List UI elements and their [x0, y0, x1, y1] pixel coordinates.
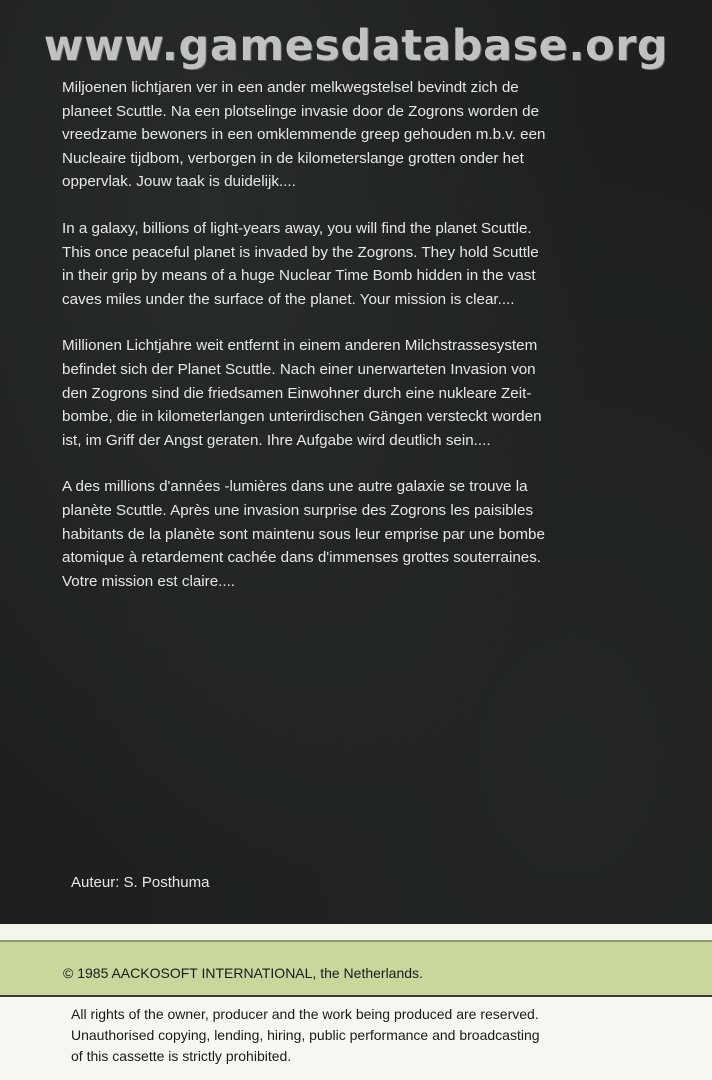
text-line: atomique à retardement cachée dans d'immenses grottes souterraines.: [62, 549, 542, 567]
text-line: This once peaceful planet is invaded by the Zogrons. They hold Scuttle: [62, 243, 539, 261]
rights-line: Unauthorised copying, lending, hiring, public performance and broadcasting: [71, 1027, 540, 1043]
text-line: caves miles under the surface of the planet. Your mission is clear....: [62, 290, 515, 308]
text-line: A des millions d'années -lumières dans une autre galaxie se trouve la: [62, 478, 528, 496]
watermark-text: www.gamesdatabase.org: [43, 21, 669, 71]
copyright-notice: © 1985 AACKOSOFT INTERNATIONAL, the Netherlands.: [63, 965, 423, 981]
text-line: Votre mission est claire....: [62, 572, 236, 590]
text-line: oppervlak. Jouw taak is duidelijk....: [62, 173, 296, 191]
paragraph-english: [62, 217, 662, 311]
divider: [0, 995, 712, 997]
paragraph-dutch: [62, 76, 662, 194]
text-line: in their grip by means of a huge Nuclear Time Bomb hidden in the vast: [62, 267, 536, 285]
text-line: Miljoenen lichtjaren ver in een ander melkwegstelsel bevindt zich de: [62, 79, 519, 96]
text-line: planète Scuttle. Après une invasion surprise des Zogrons les paisibles: [62, 501, 534, 519]
text-line: befindet sich der Planet Scuttle. Nach einer unerwarteten Invasion von: [62, 360, 536, 378]
text-line: In a galaxy, billions of light-years away, you will find the planet Scuttle.: [62, 219, 532, 237]
text-line: bombe, die in kilometerlangen unterirdischen Gängen versteckt worden: [62, 408, 542, 426]
text-line: ist, im Griff der Angst geraten. Ihre Aufgabe wird deutlich sein....: [62, 431, 491, 449]
text-line: Nucleaire tijdbom, verborgen in de kilometerslange grotten onder het: [62, 149, 524, 167]
text-line: den Zogrons sind die friedsamen Einwohner durch eine nukleare Zeit-: [62, 384, 532, 402]
text-line: Millionen Lichtjahre weit entfernt in einem anderen Milchstrassesystem: [62, 337, 538, 355]
rights-line: of this cassette is strictly prohibited.: [71, 1048, 292, 1064]
rights-line: All rights of the owner, producer and the work being produced are reserved.: [71, 1006, 539, 1022]
copyright-band: [0, 924, 712, 995]
paragraph-german: [62, 334, 662, 452]
author-credit: Auteur: S. Posthuma: [71, 874, 210, 891]
text-line: vreedzame bewoners in een omklemmende greep gehouden m.b.v. een: [62, 126, 546, 144]
text-line: planeet Scuttle. Na een plotselinge invasie door de Zogrons worden de: [62, 102, 540, 120]
paragraph-french: [62, 475, 662, 593]
story-text: [62, 76, 662, 616]
text-line: habitants de la planète sont maintenu sous leur emprise par une bombe: [62, 525, 545, 543]
rights-notice: [71, 1004, 540, 1067]
